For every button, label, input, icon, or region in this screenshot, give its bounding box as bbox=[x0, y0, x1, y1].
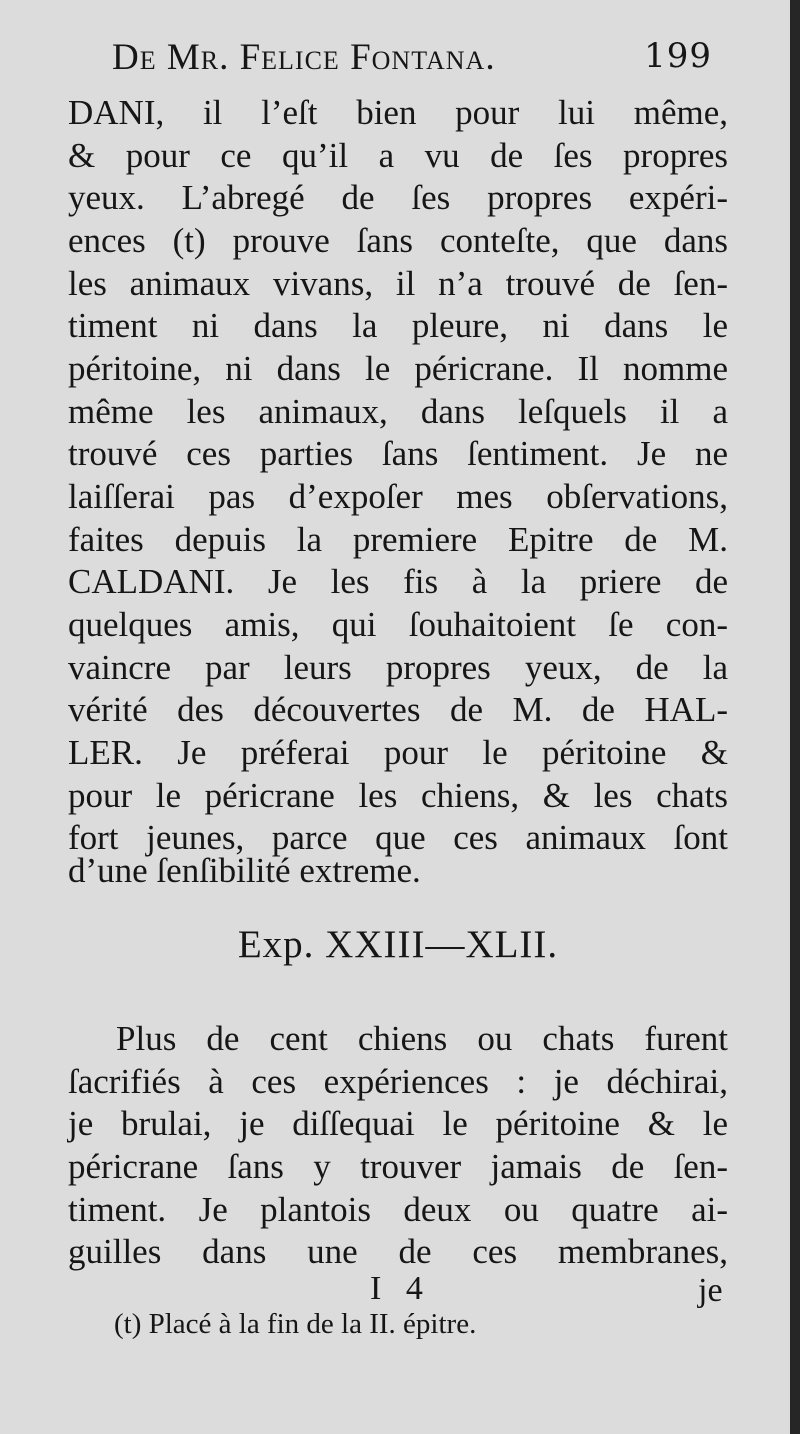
footnote: (t) Placé à la fin de la II. épitre. bbox=[114, 1308, 477, 1340]
catchword: je bbox=[698, 1272, 723, 1309]
text-line: même les animaux, dans leſquels il a bbox=[68, 392, 728, 431]
text-line: d’une ſenſibilité extreme. bbox=[68, 851, 421, 890]
text-line: timent ni dans la pleure, ni dans le bbox=[68, 306, 728, 345]
text-line: DANI, il l’eſt bien pour lui même, bbox=[68, 93, 728, 132]
text-line: je brulai, je diſſequai le péritoine & le bbox=[68, 1104, 728, 1143]
running-header bbox=[112, 36, 712, 88]
page-number: 199 bbox=[644, 36, 712, 76]
text-line: CALDANI. Je les fis à la priere de bbox=[68, 562, 728, 601]
text-line: faites depuis la premiere Epitre de M. bbox=[68, 520, 728, 559]
text-line: trouvé ces parties ſans ſentiment. Je ne bbox=[68, 434, 728, 473]
text-line: timent. Je plantois deux ou quatre ai- bbox=[68, 1190, 728, 1229]
text-line: vérité des découvertes de M. de HAL- bbox=[68, 690, 728, 729]
text-line: LER. Je préferai pour le péritoine & bbox=[68, 733, 728, 772]
text-line: yeux. L’abregé de ſes propres expéri- bbox=[68, 178, 728, 217]
page-edge bbox=[790, 0, 800, 1434]
text-line: guilles dans une de ces membranes, bbox=[68, 1232, 728, 1271]
signature-mark: I 4 bbox=[370, 1270, 431, 1307]
text-line: quelques amis, qui ſouhaitoient ſe con- bbox=[68, 605, 728, 644]
text-line: laiſſerai pas d’expoſer mes obſervations, bbox=[68, 477, 728, 516]
text-line: fort jeunes, parce que ces animaux ſont bbox=[68, 818, 728, 857]
section-heading: Exp. XXIII—XLII. bbox=[237, 923, 559, 966]
text-line: Plus de cent chiens ou chats furent bbox=[116, 1019, 728, 1058]
text-line: & pour ce qu’il a vu de ſes propres bbox=[68, 136, 728, 175]
text-line: ſacrifiés à ces expériences : je déchirai, bbox=[68, 1062, 728, 1101]
text-line: pour le péricrane les chiens, & les chats bbox=[68, 776, 728, 815]
text-line: ences (t) prouve ſans conteſte, que dans bbox=[68, 221, 728, 260]
text-line: les animaux vivans, il n’a trouvé de ſen- bbox=[68, 264, 728, 303]
text-line: péricrane ſans y trouver jamais de ſen- bbox=[68, 1147, 728, 1186]
text-line: péritoine, ni dans le péricrane. Il nomme bbox=[68, 349, 728, 388]
text-line: vaincre par leurs propres yeux, de la bbox=[68, 648, 728, 687]
running-title: De Mr. Felice Fontana. bbox=[112, 37, 496, 78]
